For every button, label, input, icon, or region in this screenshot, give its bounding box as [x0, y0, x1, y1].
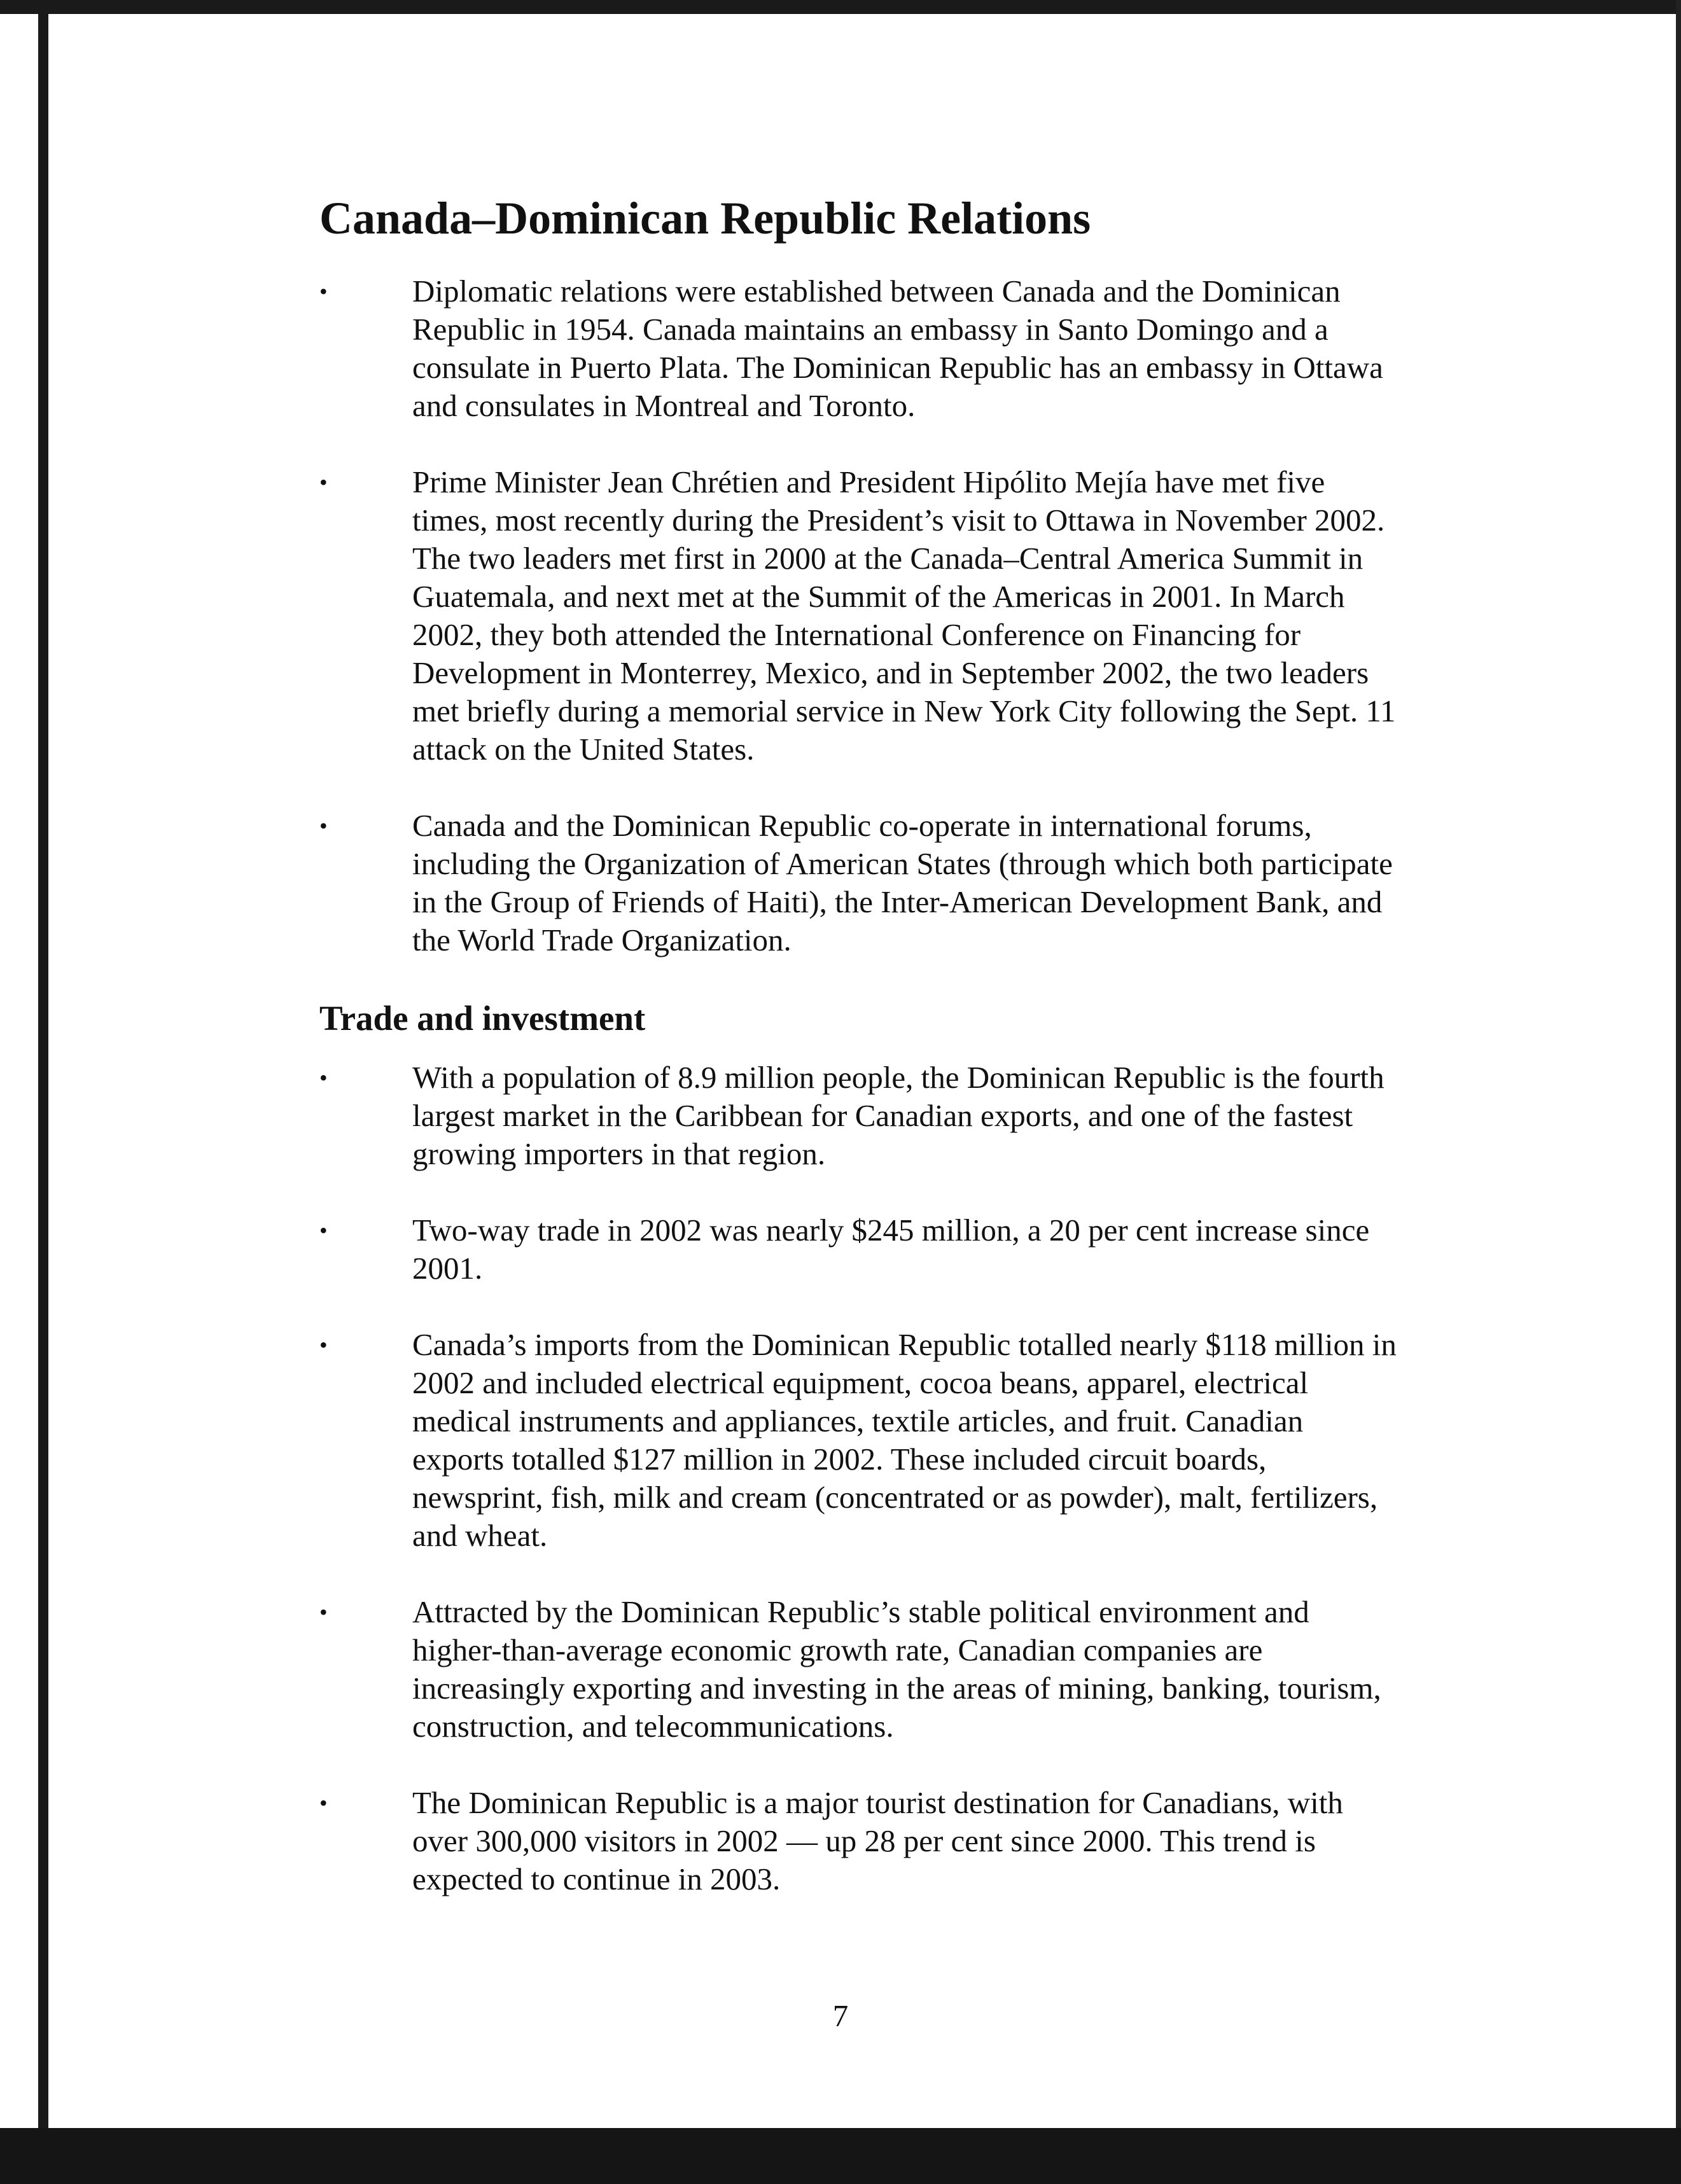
relations-list — [319, 272, 1401, 959]
list-item — [319, 1059, 1401, 1173]
list-item — [319, 1211, 1401, 1288]
list-item — [319, 1326, 1401, 1555]
bullet-icon: • — [319, 1332, 328, 1358]
trade-list — [319, 1059, 1401, 1898]
scan-border-bottom — [0, 2128, 1681, 2184]
page-content — [319, 191, 1401, 1937]
list-item-text: With a population of 8.9 million people, the Dominican Republic is the fourth largest market in the Caribbean for Canadian exports, and one of the fastest growing importers in that region. — [412, 1060, 1385, 1172]
section-heading-trade: Trade and investment — [319, 999, 646, 1038]
bullet-icon: • — [319, 1790, 328, 1816]
list-item-text: Attracted by the Dominican Republic’s stable political environment and higher-than-average economic growth rate, Canadian companies are increasingly exporting and investing in the areas of mining, banking, tourism, construction, and telecommunications. — [412, 1594, 1381, 1744]
bullet-icon: • — [319, 1065, 328, 1091]
list-item — [319, 807, 1401, 959]
scan-border-right — [1676, 0, 1681, 2184]
page-title: Canada–Dominican Republic Relations — [319, 193, 1091, 244]
list-item-text: Canada’s imports from the Dominican Republic totalled nearly $118 million in 2002 and included electrical equipment, cocoa beans, apparel, electrical medical instruments and appliances, textile articles, and fruit. Canadian exports totalled $127 million in 2002. These included circuit boards, newsprint, fish, milk and cream (concentrated or as powder), malt, fertilizers, and wheat. — [412, 1327, 1397, 1554]
list-item-text: Prime Minister Jean Chrétien and President Hipólito Mejía have met five times, most recently during the President’s visit to Ottawa in November 2002. The two leaders met first in 2000 at the Canada–Central America Summit in Guatemala, and next met at the Summit of the Americas in 2001. In March 2002, they both attended the International Conference on Financing for Development in Monterrey, Mexico, and in September 2002, the two leaders met briefly during a memorial service in New York City following the Sept. 11 attack on the United States. — [412, 464, 1396, 767]
list-item — [319, 463, 1401, 769]
list-item-text: Diplomatic relations were established between Canada and the Dominican Republic in 1954. Canada maintains an embassy in Santo Domingo and a consulate in Puerto Plata. The Dominican Republic has an embassy in Ottawa and consulates in Montreal and Toronto. — [412, 274, 1383, 424]
bullet-icon: • — [319, 1599, 328, 1625]
scan-border-left — [38, 0, 48, 2184]
list-item — [319, 1593, 1401, 1746]
list-item-text: Two-way trade in 2002 was nearly $245 million, a 20 per cent increase since 2001. — [412, 1213, 1370, 1286]
bullet-icon: • — [319, 279, 328, 305]
list-item-text: The Dominican Republic is a major tourist destination for Canadians, with over 300,000 visitors in 2002 — up 28 per cent since 2000. This trend is expected to continue in 2003. — [412, 1785, 1343, 1897]
bullet-icon: • — [319, 469, 328, 496]
list-item — [319, 272, 1401, 425]
bullet-icon: • — [319, 813, 328, 839]
scan-border-top — [0, 0, 1681, 14]
list-item-text: Canada and the Dominican Republic co-operate in international forums, including the Organization of American States (through which both participate in the Group of Friends of Haiti), the Inter-American Development Bank, and the World Trade Organization. — [412, 808, 1393, 958]
list-item — [319, 1784, 1401, 1898]
bullet-icon: • — [319, 1218, 328, 1244]
page-number: 7 — [832, 1998, 849, 2033]
